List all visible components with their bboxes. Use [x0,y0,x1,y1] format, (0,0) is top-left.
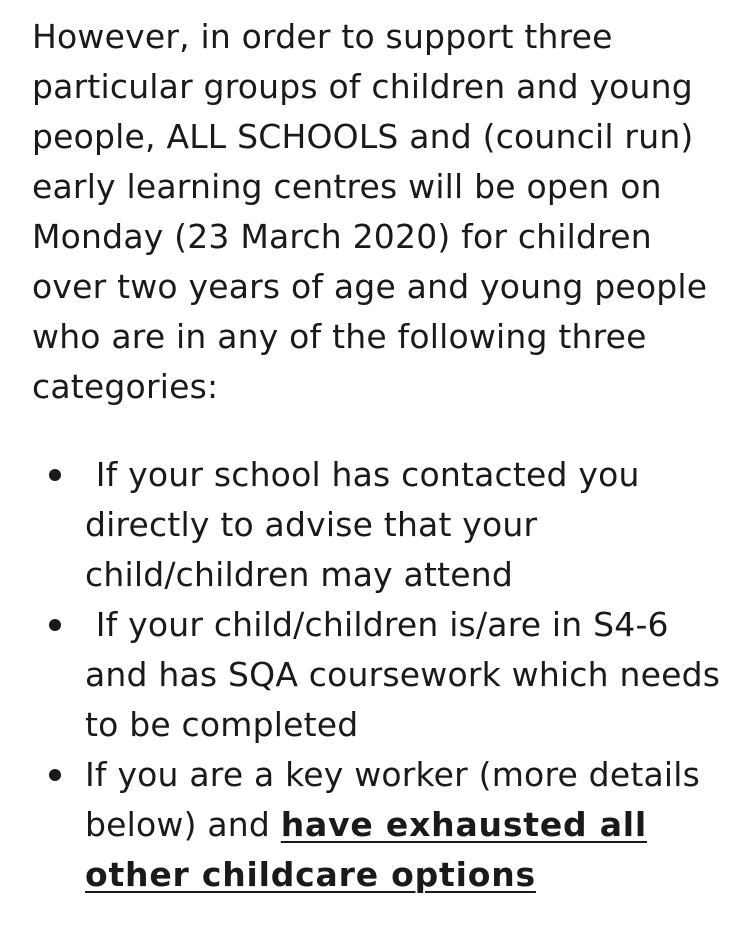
bullet-dot-icon [49,619,61,631]
document-page [32,12,732,900]
bullet-leading-space [85,605,96,644]
intro-paragraph: However, in order to support three particular groups of children and young people, ALL SCHOOLS and (council run) early learning centres will be open on Monday (23 March 2020) for children over two years of age and young people who are in any of the following three categories: [32,17,708,406]
bullet-text: If you are a key worker (more details below) and [85,755,701,844]
bullet-text: If your school has contacted you directly to advise that your child/children may attend [85,455,640,594]
bullet-dot-icon [49,469,61,481]
emphasis-underlined-text: have exhausted all other childcare options [85,805,648,894]
bullet-leading-space [85,455,96,494]
bullet-dot-icon [49,769,61,781]
category-item-sqa-coursework [32,600,732,750]
bullet-text: If your child/children is/are in S4-6 and has SQA coursework which needs to be completed [85,605,721,744]
category-item-key-worker [32,750,732,900]
categories-list [32,450,732,900]
category-item-school-contact [32,450,732,600]
